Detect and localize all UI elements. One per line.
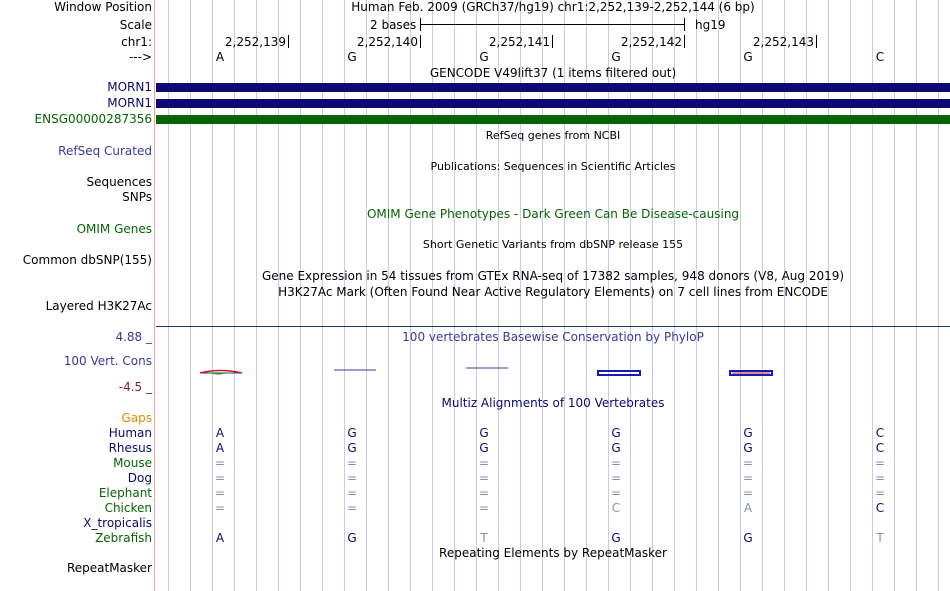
alignment-base: = [874, 456, 886, 470]
window-position-label: Window Position [54, 0, 152, 14]
phylop-mark-1 [200, 371, 242, 375]
alignment-base: = [214, 456, 226, 470]
alignment-base: A [215, 531, 225, 545]
alignment-base: = [874, 486, 886, 500]
alignment-base: = [478, 501, 490, 515]
phylop-track-title[interactable]: 100 vertebrates Basewise Conservation by PhyloP [402, 330, 704, 344]
coord-tick [816, 35, 817, 48]
alignment-base: = [214, 501, 226, 515]
alignment-base: G [743, 531, 753, 545]
scale-bar [420, 24, 684, 25]
omim-track-title[interactable]: OMIM Gene Phenotypes - Dark Green Can Be Disease-causing [366, 207, 740, 221]
alignment-base: = [214, 486, 226, 500]
alignment-base: G [611, 441, 621, 455]
scale-bar-assembly: hg19 [695, 18, 726, 32]
gene-bar-ensg[interactable] [156, 115, 950, 124]
alignment-base: = [478, 471, 490, 485]
chrom-label: chr1: [121, 35, 152, 49]
refseq-track-title[interactable]: RefSeq genes from NCBI [485, 129, 621, 142]
species-label-elephant[interactable]: Elephant [98, 486, 152, 500]
species-label-mouse[interactable]: Mouse [113, 456, 152, 470]
phylop-wiggle[interactable] [156, 362, 950, 382]
h3k27ac-label[interactable]: Layered H3K27Ac [45, 299, 152, 313]
scale-label: Scale [119, 18, 152, 32]
coord-label: 2,252,139 [224, 35, 286, 49]
omim-genes-label[interactable]: OMIM Genes [76, 222, 152, 236]
gene-bar-morn1[interactable] [156, 99, 950, 108]
species-label-human[interactable]: Human [108, 426, 152, 440]
dbsnp-track-title[interactable]: Short Genetic Variants from dbSNP release 155 [422, 238, 684, 251]
alignment-base: = [610, 456, 622, 470]
snps-label[interactable]: SNPs [122, 190, 152, 204]
alignment-base: G [347, 426, 357, 440]
alignment-base: = [610, 486, 622, 500]
gene-label-ensg[interactable]: ENSG00000287356 [34, 112, 152, 126]
alignment-base: = [874, 471, 886, 485]
alignment-base: T [876, 531, 884, 545]
strand-label: ---> [128, 50, 152, 64]
alignment-base: G [347, 531, 357, 545]
scale-bar-size: 2 bases [370, 18, 417, 32]
species-label-chicken[interactable]: Chicken [104, 501, 152, 515]
species-label-dog[interactable]: Dog [127, 471, 152, 485]
phylop-mark-5 [730, 371, 772, 375]
coord-label: 2,252,140 [356, 35, 418, 49]
alignment-base: G [611, 531, 621, 545]
coord-tick [288, 35, 289, 48]
coord-label: 2,252,142 [620, 35, 682, 49]
repeatmasker-track-title[interactable]: Repeating Elements by RepeatMasker [439, 546, 667, 560]
alignment-base: = [742, 486, 754, 500]
refseq-curated-label[interactable]: RefSeq Curated [58, 144, 152, 158]
sequences-label[interactable]: Sequences [86, 175, 152, 189]
alignment-base: G [743, 426, 753, 440]
alignment-base: = [478, 456, 490, 470]
alignment-base: = [346, 456, 358, 470]
alignment-base: = [346, 501, 358, 515]
alignment-base: A [215, 426, 225, 440]
species-label-x-tropicalis[interactable]: X_tropicalis [83, 516, 152, 530]
gencode-track-title[interactable]: GENCODE V49lift37 (1 items filtered out) [429, 66, 677, 80]
multiz-track-title[interactable]: Multiz Alignments of 100 Vertebrates [441, 396, 665, 410]
coord-label: 2,252,141 [488, 35, 550, 49]
reference-base: G [611, 50, 621, 64]
alignment-base: G [743, 441, 753, 455]
alignment-base: = [742, 471, 754, 485]
alignment-base: = [610, 471, 622, 485]
phylop-mark-4 [598, 371, 640, 375]
alignment-base: G [479, 426, 489, 440]
reference-base: A [215, 50, 225, 64]
alignment-base: = [214, 471, 226, 485]
coord-tick [684, 35, 685, 48]
alignment-base: = [346, 486, 358, 500]
reference-base: G [347, 50, 357, 64]
repeatmasker-label[interactable]: RepeatMasker [66, 561, 152, 575]
label-separator [154, 0, 155, 591]
gene-label-morn1[interactable]: MORN1 [107, 96, 152, 110]
window-position-value[interactable]: Human Feb. 2009 (GRCh37/hg19) chr1:2,252,139-2,252,144 (6 bp) [351, 0, 755, 14]
reference-base: G [479, 50, 489, 64]
alignment-base: C [611, 501, 621, 515]
coord-tick [420, 35, 421, 48]
alignment-base: C [875, 441, 885, 455]
reference-base: C [875, 50, 885, 64]
phylop-min-label: -4.5 _ [118, 380, 152, 394]
alignment-base: = [742, 456, 754, 470]
alignment-base: = [346, 471, 358, 485]
h3k27ac-track-title[interactable]: H3K27Ac Mark (Often Found Near Active Regulatory Elements) on 7 cell lines from ENCODE [278, 285, 828, 299]
alignment-base: G [611, 426, 621, 440]
alignment-base: G [479, 441, 489, 455]
gaps-label[interactable]: Gaps [121, 411, 152, 425]
alignment-base: C [875, 426, 885, 440]
alignment-base: = [478, 486, 490, 500]
h3k27ac-baseline [156, 326, 950, 327]
coord-label: 2,252,143 [752, 35, 814, 49]
alignment-base: T [480, 531, 488, 545]
gene-label-morn1[interactable]: MORN1 [107, 80, 152, 94]
publications-track-title[interactable]: Publications: Sequences in Scientific Articles [430, 160, 676, 173]
alignment-base: C [875, 501, 885, 515]
phylop-max-label: 4.88 _ [115, 330, 152, 344]
dbsnp-label[interactable]: Common dbSNP(155) [22, 253, 152, 267]
coord-tick [552, 35, 553, 48]
alignment-base: A [743, 501, 753, 515]
alignment-base: A [215, 441, 225, 455]
phylop-label[interactable]: 100 Vert. Cons [63, 354, 152, 368]
species-label-rhesus[interactable]: Rhesus [108, 441, 152, 455]
reference-base: G [743, 50, 753, 64]
species-label-zebrafish[interactable]: Zebrafish [95, 531, 152, 545]
gene-bar-morn1[interactable] [156, 83, 950, 92]
alignment-base: G [347, 441, 357, 455]
gtex-track-title[interactable]: Gene Expression in 54 tissues from GTEx RNA-seq of 17382 samples, 948 donors (V8, Aug 2019) [261, 269, 845, 283]
scale-bar-right-tick [684, 18, 685, 31]
